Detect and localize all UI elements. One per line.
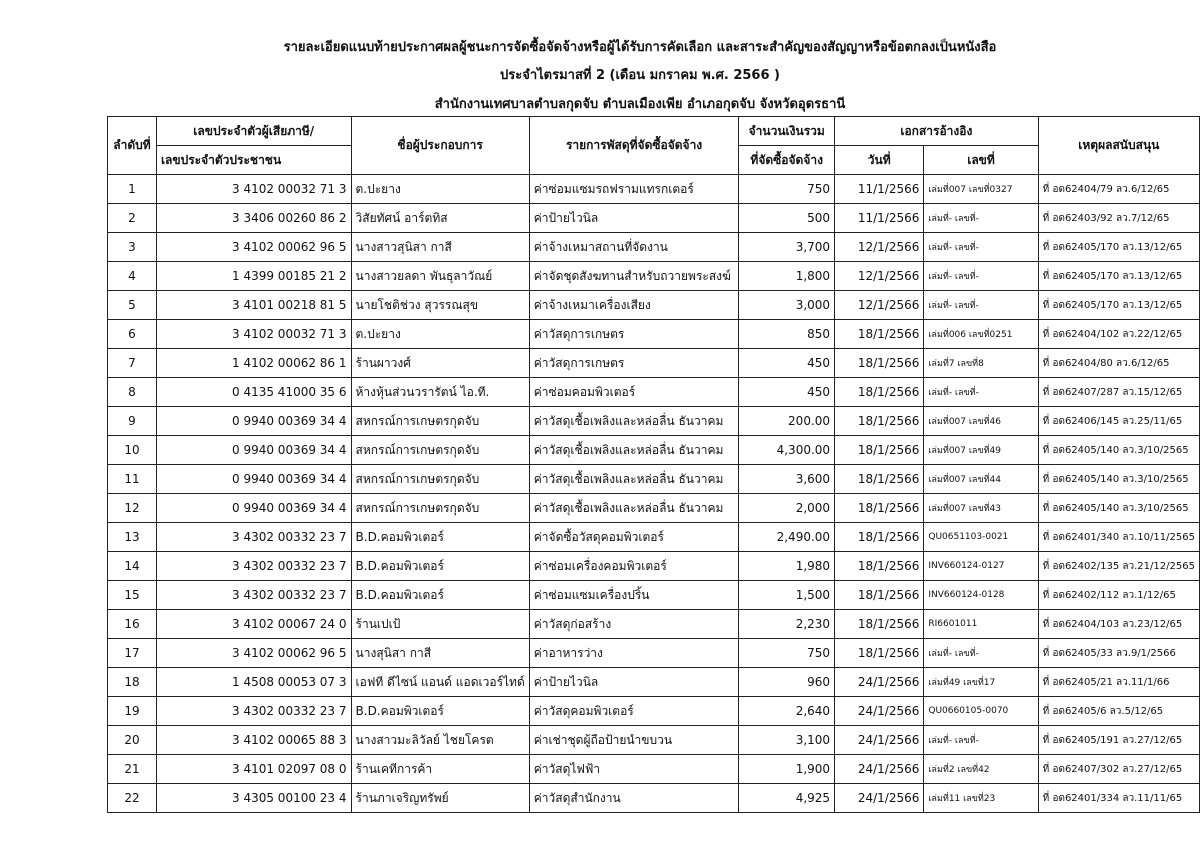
cell-ref-no: เล่มที่2 เลขที่42 <box>924 755 1038 784</box>
cell-amount: 3,600 <box>739 465 835 494</box>
cell-tax-id: 3 4302 00332 23 7 <box>156 697 351 726</box>
cell-reason: ที่ อด62401/334 ลว.11/11/65 <box>1038 784 1199 813</box>
cell-reason: ที่ อด62403/92 ลว.7/12/65 <box>1038 204 1199 233</box>
cell-tax-id: 0 9940 00369 34 4 <box>156 407 351 436</box>
cell-reason: ที่ อด62404/103 ลว.23/12/65 <box>1038 610 1199 639</box>
cell-tax-id: 3 4102 00032 71 3 <box>156 320 351 349</box>
col-header-item: รายการพัสดุที่จัดซื้อจัดจ้าง <box>529 117 739 175</box>
cell-ref-date: 24/1/2566 <box>835 755 924 784</box>
col-header-amount-a: จำนวนเงินรวม <box>739 117 835 146</box>
cell-reason: ที่ อด62402/112 ลว.1/12/65 <box>1038 581 1199 610</box>
cell-item: ค่าอาหารว่าง <box>529 639 739 668</box>
table-row <box>108 523 1200 552</box>
cell-amount: 750 <box>739 175 835 204</box>
cell-no: 6 <box>108 320 157 349</box>
cell-item: ค่าวัสดุคอมพิวเตอร์ <box>529 697 739 726</box>
table-row <box>108 465 1200 494</box>
cell-amount: 960 <box>739 668 835 697</box>
cell-no: 9 <box>108 407 157 436</box>
cell-amount: 2,490.00 <box>739 523 835 552</box>
cell-ref-no: เล่มที่006 เลขที่0251 <box>924 320 1038 349</box>
cell-amount: 200.00 <box>739 407 835 436</box>
cell-ref-no: เล่มที่7 เลขที่8 <box>924 349 1038 378</box>
cell-ref-date: 18/1/2566 <box>835 552 924 581</box>
cell-ref-no: QU0660105-0070 <box>924 697 1038 726</box>
cell-item: ค่าวัสดุก่อสร้าง <box>529 610 739 639</box>
table-row <box>108 262 1200 291</box>
cell-amount: 1,800 <box>739 262 835 291</box>
table-row <box>108 204 1200 233</box>
cell-item: ค่าป้ายไวนิล <box>529 204 739 233</box>
cell-vendor: ร้านเปเป้ <box>351 610 529 639</box>
cell-amount: 500 <box>739 204 835 233</box>
cell-amount: 1,980 <box>739 552 835 581</box>
cell-ref-no: เล่มที่- เลขที่- <box>924 291 1038 320</box>
cell-vendor: ต.ปะยาง <box>351 175 529 204</box>
cell-item: ค่าซ่อมเครื่องคอมพิวเตอร์ <box>529 552 739 581</box>
doc-quarter: ประจำไตรมาสที่ 2 (เดือน มกราคม พ.ศ. 2566 ) <box>499 68 780 83</box>
cell-tax-id: 3 4305 00100 23 4 <box>156 784 351 813</box>
cell-item: ค่าจ้างเหมาเครื่องเสียง <box>529 291 739 320</box>
cell-no: 17 <box>108 639 157 668</box>
cell-reason: ที่ อด62405/21 ลว.11/1/66 <box>1038 668 1199 697</box>
cell-vendor: ร้านภาเจริญทรัพย์ <box>351 784 529 813</box>
cell-ref-no: เล่มที่007 เลขที่44 <box>924 465 1038 494</box>
cell-ref-no: เล่มที่- เลขที่- <box>924 204 1038 233</box>
cell-vendor: นางสาวสุนิสา กาสี <box>351 233 529 262</box>
cell-tax-id: 1 4102 00062 86 1 <box>156 349 351 378</box>
table-row <box>108 552 1200 581</box>
cell-ref-no: เล่มที่49 เลขที่17 <box>924 668 1038 697</box>
cell-ref-date: 11/1/2566 <box>835 175 924 204</box>
cell-no: 4 <box>108 262 157 291</box>
cell-amount: 3,000 <box>739 291 835 320</box>
cell-ref-date: 11/1/2566 <box>835 204 924 233</box>
cell-amount: 450 <box>739 378 835 407</box>
cell-item: ค่าซ่อมแซมรถฟรามแทรกเตอร์ <box>529 175 739 204</box>
cell-vendor: สหกรณ์การเกษตรกุดจับ <box>351 407 529 436</box>
cell-tax-id: 3 4102 00032 71 3 <box>156 175 351 204</box>
cell-item: ค่าวัสดุเชื้อเพลิงและหล่อลื่น ธันวาคม <box>529 465 739 494</box>
cell-ref-no: เล่มที่- เลขที่- <box>924 726 1038 755</box>
table-row <box>108 320 1200 349</box>
cell-ref-date: 18/1/2566 <box>835 378 924 407</box>
cell-tax-id: 1 4399 00185 21 2 <box>156 262 351 291</box>
cell-ref-date: 18/1/2566 <box>835 639 924 668</box>
cell-ref-no: QU0651103-0021 <box>924 523 1038 552</box>
table-row <box>108 349 1200 378</box>
cell-item: ค่าซ่อมแซมเครื่องปริ้น <box>529 581 739 610</box>
cell-reason: ที่ อด62405/140 ลว.3/10/2565 <box>1038 436 1199 465</box>
cell-ref-no: เล่มที่007 เลขที่43 <box>924 494 1038 523</box>
cell-ref-no: INV660124-0128 <box>924 581 1038 610</box>
table-row <box>108 291 1200 320</box>
cell-amount: 3,700 <box>739 233 835 262</box>
cell-reason: ที่ อด62407/302 ลว.27/12/65 <box>1038 755 1199 784</box>
cell-no: 10 <box>108 436 157 465</box>
cell-tax-id: 3 4102 00065 88 3 <box>156 726 351 755</box>
col-header-vendor: ชื่อผู้ประกอบการ <box>351 117 529 175</box>
cell-ref-date: 12/1/2566 <box>835 291 924 320</box>
cell-ref-date: 18/1/2566 <box>835 320 924 349</box>
cell-reason: ที่ อด62405/170 ลว.13/12/65 <box>1038 291 1199 320</box>
cell-no: 22 <box>108 784 157 813</box>
cell-no: 16 <box>108 610 157 639</box>
cell-no: 15 <box>108 581 157 610</box>
doc-office: สำนักงานเทศบาลตำบลกุดจับ ตำบลเมืองเพีย อำเภอกุดจับ จังหวัดอุดรธานี <box>434 97 846 112</box>
cell-ref-date: 18/1/2566 <box>835 494 924 523</box>
cell-item: ค่าจัดชุดสังฆทานสำหรับถวายพระสงฆ์ <box>529 262 739 291</box>
cell-no: 18 <box>108 668 157 697</box>
cell-tax-id: 3 3406 00260 86 2 <box>156 204 351 233</box>
cell-reason: ที่ อด62405/6 ลว.5/12/65 <box>1038 697 1199 726</box>
cell-reason: ที่ อด62405/170 ลว.13/12/65 <box>1038 233 1199 262</box>
table-row <box>108 233 1200 262</box>
cell-ref-no: เล่มที่007 เลขที่49 <box>924 436 1038 465</box>
cell-tax-id: 3 4101 00218 81 5 <box>156 291 351 320</box>
col-header-no: ลำดับที่ <box>108 117 157 175</box>
cell-ref-date: 18/1/2566 <box>835 349 924 378</box>
cell-item: ค่าวัสดุเชื้อเพลิงและหล่อลื่น ธันวาคม <box>529 407 739 436</box>
cell-item: ค่าวัสดุการเกษตร <box>529 349 739 378</box>
cell-item: ค่าเช่าชุดผู้ถือป้ายนำขบวน <box>529 726 739 755</box>
cell-tax-id: 0 9940 00369 34 4 <box>156 436 351 465</box>
table-row <box>108 755 1200 784</box>
col-header-ref-date: วันที่ <box>835 146 924 175</box>
cell-item: ค่าวัสดุสำนักงาน <box>529 784 739 813</box>
table-row <box>108 639 1200 668</box>
table-row <box>108 175 1200 204</box>
cell-ref-date: 12/1/2566 <box>835 233 924 262</box>
cell-tax-id: 0 4135 41000 35 6 <box>156 378 351 407</box>
cell-ref-date: 18/1/2566 <box>835 407 924 436</box>
cell-reason: ที่ อด62402/135 ลว.21/12/2565 <box>1038 552 1199 581</box>
cell-item: ค่าจัดซื้อวัสดุคอมพิวเตอร์ <box>529 523 739 552</box>
col-header-amount-b: ที่จัดซื้อจัดจ้าง <box>739 146 835 175</box>
cell-item: ค่าวัสดุไฟฟ้า <box>529 755 739 784</box>
cell-vendor: วิสัยทัศน์ อาร์ตทิส <box>351 204 529 233</box>
cell-no: 20 <box>108 726 157 755</box>
table-row <box>108 610 1200 639</box>
cell-vendor: สหกรณ์การเกษตรกุดจับ <box>351 465 529 494</box>
table-row <box>108 436 1200 465</box>
cell-vendor: ร้านเคทีการค้า <box>351 755 529 784</box>
cell-no: 21 <box>108 755 157 784</box>
cell-vendor: นางสาวยลดา พันธุลาวัณย์ <box>351 262 529 291</box>
cell-ref-date: 18/1/2566 <box>835 523 924 552</box>
cell-amount: 1,900 <box>739 755 835 784</box>
cell-no: 19 <box>108 697 157 726</box>
cell-no: 11 <box>108 465 157 494</box>
cell-ref-no: เล่มที่007 เลขที่46 <box>924 407 1038 436</box>
cell-tax-id: 3 4302 00332 23 7 <box>156 523 351 552</box>
doc-title: รายละเอียดแนบท้ายประกาศผลผู้ชนะการจัดซื้อจัดจ้างหรือผู้ได้รับการคัดเลือก และสาระสำคัญของสัญญาหรือข้อตกลงเป็นหนังสือ <box>283 40 997 55</box>
cell-tax-id: 3 4302 00332 23 7 <box>156 552 351 581</box>
cell-no: 7 <box>108 349 157 378</box>
col-header-ref: เอกสารอ้างอิง <box>835 117 1039 146</box>
cell-ref-date: 24/1/2566 <box>835 726 924 755</box>
cell-amount: 2,000 <box>739 494 835 523</box>
col-header-reason: เหตุผลสนับสนุน <box>1038 117 1199 175</box>
cell-vendor: B.D.คอมพิวเตอร์ <box>351 581 529 610</box>
cell-ref-no: INV660124-0127 <box>924 552 1038 581</box>
cell-ref-no: RI6601011 <box>924 610 1038 639</box>
table-row <box>108 726 1200 755</box>
cell-vendor: ห้างหุ้นส่วนวรารัตน์ ไอ.ที. <box>351 378 529 407</box>
cell-no: 5 <box>108 291 157 320</box>
cell-no: 13 <box>108 523 157 552</box>
cell-tax-id: 3 4101 02097 08 0 <box>156 755 351 784</box>
col-header-tax-a: เลขประจำตัวผู้เสียภาษี/ <box>156 117 351 146</box>
cell-item: ค่าวัสดุเชื้อเพลิงและหล่อลื่น ธันวาคม <box>529 494 739 523</box>
cell-no: 1 <box>108 175 157 204</box>
cell-vendor: B.D.คอมพิวเตอร์ <box>351 552 529 581</box>
cell-item: ค่าซ่อมคอมพิวเตอร์ <box>529 378 739 407</box>
cell-vendor: ต.ปะยาง <box>351 320 529 349</box>
table-row <box>108 378 1200 407</box>
cell-amount: 4,300.00 <box>739 436 835 465</box>
cell-no: 2 <box>108 204 157 233</box>
cell-item: ค่าจ้างเหมาสถานที่จัดงาน <box>529 233 739 262</box>
cell-vendor: B.D.คอมพิวเตอร์ <box>351 523 529 552</box>
table-row <box>108 784 1200 813</box>
cell-ref-date: 12/1/2566 <box>835 262 924 291</box>
table-row <box>108 581 1200 610</box>
cell-vendor: เอฟที ดีไซน์ แอนด์ แอดเวอร์ไทด์ <box>351 668 529 697</box>
cell-reason: ที่ อด62405/170 ลว.13/12/65 <box>1038 262 1199 291</box>
cell-vendor: นายโชติช่วง สุวรรณสุข <box>351 291 529 320</box>
cell-tax-id: 1 4508 00053 07 3 <box>156 668 351 697</box>
cell-tax-id: 3 4102 00062 96 5 <box>156 639 351 668</box>
cell-reason: ที่ อด62405/33 ลว.9/1/2566 <box>1038 639 1199 668</box>
cell-reason: ที่ อด62404/102 ลว.22/12/65 <box>1038 320 1199 349</box>
cell-item: ค่าวัสดุการเกษตร <box>529 320 739 349</box>
cell-vendor: นางสุนิสา กาสี <box>351 639 529 668</box>
cell-vendor: B.D.คอมพิวเตอร์ <box>351 697 529 726</box>
cell-tax-id: 3 4102 00067 24 0 <box>156 610 351 639</box>
table-body <box>108 175 1200 813</box>
cell-amount: 1,500 <box>739 581 835 610</box>
table-row <box>108 407 1200 436</box>
cell-ref-date: 18/1/2566 <box>835 465 924 494</box>
table-row <box>108 668 1200 697</box>
cell-amount: 4,925 <box>739 784 835 813</box>
cell-no: 12 <box>108 494 157 523</box>
cell-tax-id: 3 4302 00332 23 7 <box>156 581 351 610</box>
table-row <box>108 494 1200 523</box>
cell-amount: 450 <box>739 349 835 378</box>
cell-ref-no: เล่มที่11 เลขที่23 <box>924 784 1038 813</box>
cell-vendor: นางสาวมะลิวัลย์ ไชยโครต <box>351 726 529 755</box>
cell-no: 8 <box>108 378 157 407</box>
col-header-tax-b: เลขประจำตัวประชาชน <box>156 146 351 175</box>
cell-reason: ที่ อด62401/340 ลว.10/11/2565 <box>1038 523 1199 552</box>
cell-vendor: สหกรณ์การเกษตรกุดจับ <box>351 436 529 465</box>
cell-tax-id: 0 9940 00369 34 4 <box>156 494 351 523</box>
cell-vendor: สหกรณ์การเกษตรกุดจับ <box>351 494 529 523</box>
cell-reason: ที่ อด62404/79 ลว.6/12/65 <box>1038 175 1199 204</box>
cell-item: ค่าป้ายไวนิล <box>529 668 739 697</box>
cell-ref-no: เล่มที่- เลขที่- <box>924 233 1038 262</box>
cell-amount: 2,640 <box>739 697 835 726</box>
cell-reason: ที่ อด62404/80 ลว.6/12/65 <box>1038 349 1199 378</box>
cell-no: 14 <box>108 552 157 581</box>
cell-amount: 750 <box>739 639 835 668</box>
cell-ref-date: 18/1/2566 <box>835 436 924 465</box>
cell-ref-date: 18/1/2566 <box>835 610 924 639</box>
cell-reason: ที่ อด62405/140 ลว.3/10/2565 <box>1038 494 1199 523</box>
cell-amount: 850 <box>739 320 835 349</box>
cell-reason: ที่ อด62405/191 ลว.27/12/65 <box>1038 726 1199 755</box>
cell-amount: 3,100 <box>739 726 835 755</box>
cell-tax-id: 0 9940 00369 34 4 <box>156 465 351 494</box>
cell-ref-date: 24/1/2566 <box>835 697 924 726</box>
cell-no: 3 <box>108 233 157 262</box>
procurement-table <box>107 116 1200 813</box>
cell-item: ค่าวัสดุเชื้อเพลิงและหล่อลื่น ธันวาคม <box>529 436 739 465</box>
cell-ref-no: เล่มที่- เลขที่- <box>924 378 1038 407</box>
cell-ref-no: เล่มที่007 เลขที่0327 <box>924 175 1038 204</box>
col-header-ref-no: เลขที่ <box>924 146 1038 175</box>
cell-amount: 2,230 <box>739 610 835 639</box>
cell-ref-no: เล่มที่- เลขที่- <box>924 639 1038 668</box>
cell-reason: ที่ อด62407/287 ลว.15/12/65 <box>1038 378 1199 407</box>
cell-ref-date: 24/1/2566 <box>835 668 924 697</box>
cell-ref-date: 24/1/2566 <box>835 784 924 813</box>
table-row <box>108 697 1200 726</box>
cell-reason: ที่ อด62406/145 ลว.25/11/65 <box>1038 407 1199 436</box>
cell-ref-no: เล่มที่- เลขที่- <box>924 262 1038 291</box>
cell-reason: ที่ อด62405/140 ลว.3/10/2565 <box>1038 465 1199 494</box>
cell-ref-date: 18/1/2566 <box>835 581 924 610</box>
cell-vendor: ร้านผาวงศ์ <box>351 349 529 378</box>
cell-tax-id: 3 4102 00062 96 5 <box>156 233 351 262</box>
